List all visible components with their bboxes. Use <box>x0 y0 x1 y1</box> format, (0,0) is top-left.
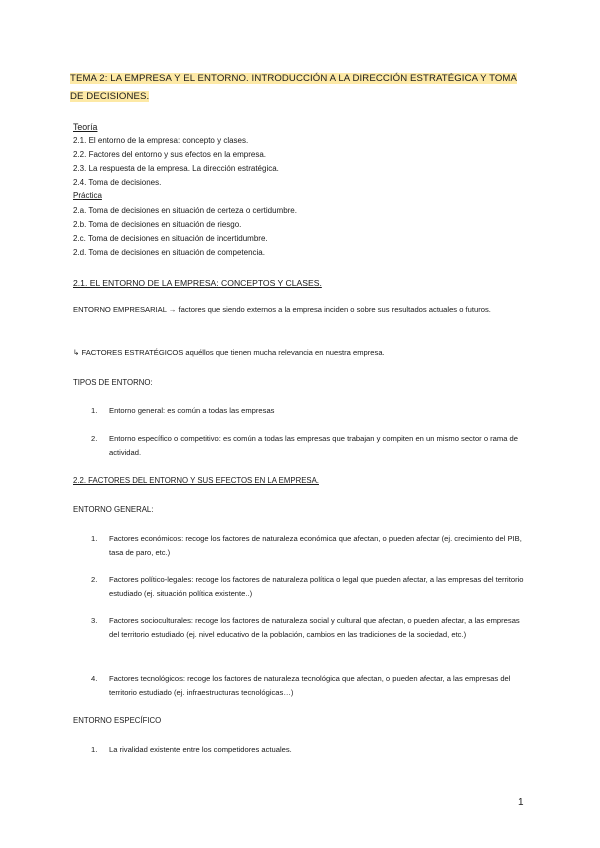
page-number: 1 <box>518 797 524 808</box>
teoria-label: Teoría <box>73 122 98 132</box>
toc-item: 2.3. La respuesta de la empresa. La dirección estratégica. <box>73 164 279 173</box>
list-item <box>91 614 525 642</box>
list-item <box>91 404 525 418</box>
toc-item: 2.4. Toma de decisiones. <box>73 178 162 187</box>
toc-item: 2.c. Toma de decisiones en situación de incertidumbre. <box>73 234 268 243</box>
list-number: 1. <box>91 745 98 754</box>
toc-item: 2.b. Toma de decisiones en situación de riesgo. <box>73 220 242 229</box>
toc-item: 2.a. Toma de decisiones en situación de certeza o certidumbre. <box>73 206 297 215</box>
list-text: Factores político-legales: recoge los factores de naturaleza política o legal que pueden afectar, a las empresas del territorio estudiado (ej. situación política existente..) <box>109 575 524 598</box>
document-title <box>70 70 520 106</box>
toc-item: 2.d. Toma de decisiones en situación de competencia. <box>73 248 265 257</box>
list-item <box>91 432 525 460</box>
factores-estrategicos-text: ↳ FACTORES ESTRATÉGICOS aquéllos que tienen mucha relevancia en nuestra empresa. <box>73 348 385 357</box>
list-text: Factores económicos: recoge los factores de naturaleza económica que afectan, o pueden afectar (ej. crecimiento del PIB, tasa de paro, etc.) <box>109 534 522 557</box>
list-number: 3. <box>91 616 98 625</box>
list-text: Factores tecnológicos: recoge los factores de naturaleza tecnológica que afectan, o pueden afectar, a las empresas del territorio estudiado (ej. infraestructuras tecnológicas…) <box>109 674 511 697</box>
section-heading-2-2: 2.2. FACTORES DEL ENTORNO Y SUS EFECTOS EN LA EMPRESA. <box>73 476 319 485</box>
list-number: 1. <box>91 534 98 543</box>
list-item <box>91 573 525 601</box>
list-text: Factores socioculturales: recoge los factores de naturaleza social y cultural que afectan, o pueden afectar, a las empresas del territorio estudiado (ej. nivel educativo de la población, cambios en las tradiciones de la sociedad, etc.) <box>109 616 520 639</box>
toc-item: 2.2. Factores del entorno y sus efectos en la empresa. <box>73 150 266 159</box>
title-highlight: TEMA 2: LA EMPRESA Y EL ENTORNO. INTRODUCCIÓN A LA DIRECCIÓN ESTRATÉGICA Y TOMA DE DECISIONES. <box>70 73 518 102</box>
list-number: 1. <box>91 406 98 415</box>
list-text: Entorno específico o competitivo: es común a todas las empresas que trabajan y compiten en un mismo sector o rama de actividad. <box>109 434 519 457</box>
list-text: Entorno general: es común a todas las empresas <box>109 406 275 415</box>
section-heading-2-1: 2.1. EL ENTORNO DE LA EMPRESA: CONCEPTOS Y CLASES. <box>73 278 322 288</box>
list-text: La rivalidad existente entre los competidores actuales. <box>109 745 292 754</box>
practica-label: Práctica <box>73 191 102 200</box>
toc-item: 2.1. El entorno de la empresa: concepto y clases. <box>73 136 249 145</box>
entorno-general-label: ENTORNO GENERAL: <box>73 505 154 514</box>
list-number: 2. <box>91 575 98 584</box>
tipos-entorno-label: TIPOS DE ENTORNO: <box>73 378 153 387</box>
entorno-empresarial-text: ENTORNO EMPRESARIAL → factores que siendo externos a la empresa inciden o sobre sus resultados actuales o futuros. <box>73 305 491 314</box>
list-item <box>91 672 525 700</box>
list-number: 4. <box>91 674 98 683</box>
list-item <box>91 743 525 757</box>
entorno-especifico-label: ENTORNO ESPECÍFICO <box>73 716 162 725</box>
list-number: 2. <box>91 434 98 443</box>
list-item <box>91 532 525 560</box>
